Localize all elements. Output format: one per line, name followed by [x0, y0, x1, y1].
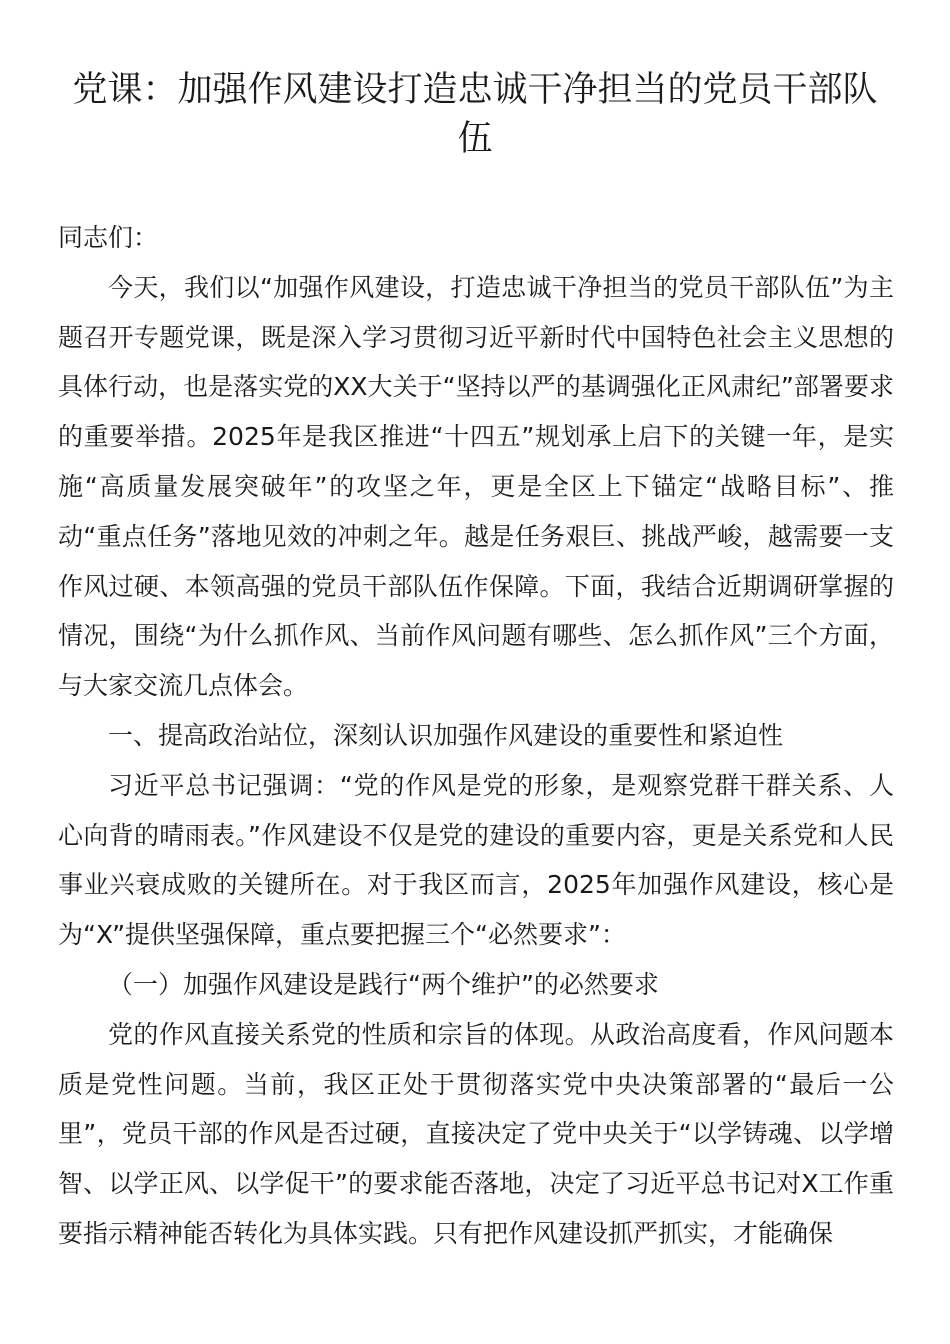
paragraph-section-1: 习近平总书记强调：“党的作风是党的形象，是观察党群干群关系、人心向背的晴雨表。”作风建设不仅是党的建设的重要内容，更是关系党和人民事业兴衰成败的关键所在。对于我区而言，2025年加强作风建设，核心是为“X”提供坚强保障，重点要把握三个“必然要求”： — [58, 770, 894, 950]
section-heading-1: 一、提高政治站位，深刻认识加强作风建设的重要性和紧迫性 — [108, 720, 784, 750]
document-title: 党课：加强作风建设打造忠诚干净担当的党员干部队伍 — [72, 70, 878, 159]
document-body — [58, 213, 894, 1259]
paragraph-subsection-1: 党的作风直接关系党的性质和宗旨的体现。从政治高度看，作风问题本质是党性问题。当前，我区正处于贯彻落实党中央决策部署的“最后一公里”，党员干部的作风是否过硬，直接决定了党中央关于“以学铸魂、以学增智、以学正风、以学促干”的要求能否落地，决定了习近平总书记对X工作重要指示精神能否转化为具体实践。只有把作风建设抓严抓实，才能确保 — [58, 1019, 894, 1248]
subsection-heading-1: （一）加强作风建设是践行“两个维护”的必然要求 — [108, 969, 659, 999]
paragraph-intro: 今天，我们以“加强作风建设，打造忠诚干净担当的党员干部队伍”为主题召开专题党课，既是深入学习贯彻习近平新时代中国特色社会主义思想的具体行动，也是落实党的XX大关于“坚持以严的基调强化正风肃纪”部署要求的重要举措。2025年是我区推进“十四五”规划承上启下的关键一年，是实施“高质量发展突破年”的攻坚之年，更是全区上下锚定“战略目标”、推动“重点任务”落地见效的冲刺之年。越是任务艰巨、挑战严峻，越需要一支作风过硬、本领高强的党员干部队伍作保障。下面，我结合近期调研掌握的情况，围绕“为什么抓作风、当前作风问题有哪些、怎么抓作风”三个方面，与大家交流几点体会。 — [58, 272, 894, 701]
salutation: 同志们： — [58, 223, 159, 252]
